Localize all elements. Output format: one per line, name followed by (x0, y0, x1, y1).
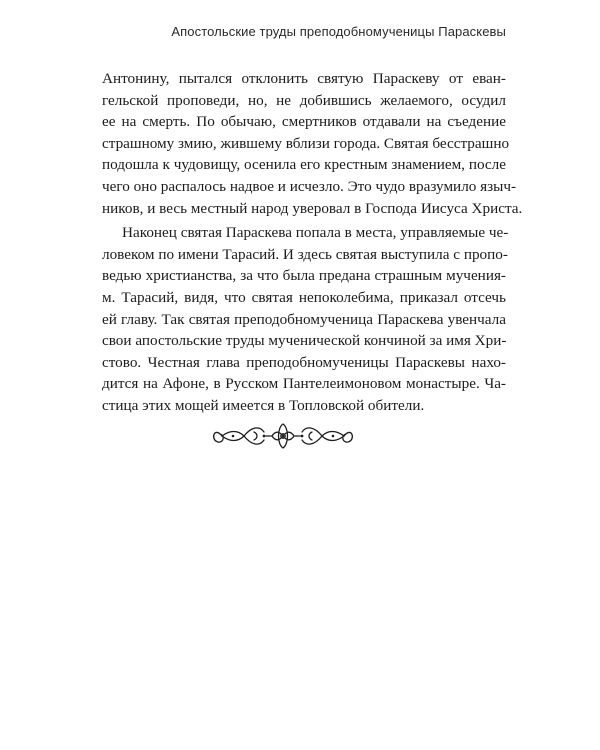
text-line: дится на Афоне, в Русском Пантелеимоновом монастыре. Ча- (102, 375, 506, 393)
text-line: стово. Честная глава преподобномученицы Параскевы нахо- (102, 353, 506, 371)
text-line: ведью христианства, за что была предана страшным мучения- (102, 267, 506, 285)
ornamental-divider-icon (208, 420, 358, 452)
text-line: стица этих мощей имеется в Топловской обители. (102, 396, 425, 414)
text-line: ее на смерть. По обычаю, смертников отдавали на съедение (102, 113, 506, 131)
body-text (102, 68, 523, 417)
running-header: Апостольские труды преподобномученицы Параскевы (171, 24, 506, 39)
text-line: ей главу. Так святая преподобномученица Параскева увенчала (102, 310, 506, 328)
text-line: подошла к чудовищу, осенила его крестным знамением, после (102, 156, 506, 174)
paragraph-1 (102, 68, 523, 219)
text-line: страшному змию, жившему вблизи города. Святая бесстрашно (102, 134, 510, 152)
text-line: Наконец святая Параскева попала в места, управляемые че- (122, 224, 509, 242)
text-line: Антонину, пытался отклонить святую Параскеву от еван- (102, 70, 506, 87)
text-line: ловеком по имени Тарасий. И здесь святая выступила с пропо- (102, 245, 508, 263)
paragraph-2 (102, 222, 509, 416)
text-line: ников, и весь местный народ уверовал в Господа Иисуса Христа. (102, 199, 523, 217)
text-line: чего оно распалось надвое и исчезло. Это чудо вразумило языч- (102, 177, 517, 195)
text-line: свои апостольские труды мученической кончиной за имя Хри- (102, 332, 507, 350)
text-line: м. Тарасий, видя, что святая непоколебима, приказал отсечь (102, 288, 506, 306)
text-line: гельской проповеди, но, не добившись желаемого, осудил (102, 91, 506, 109)
